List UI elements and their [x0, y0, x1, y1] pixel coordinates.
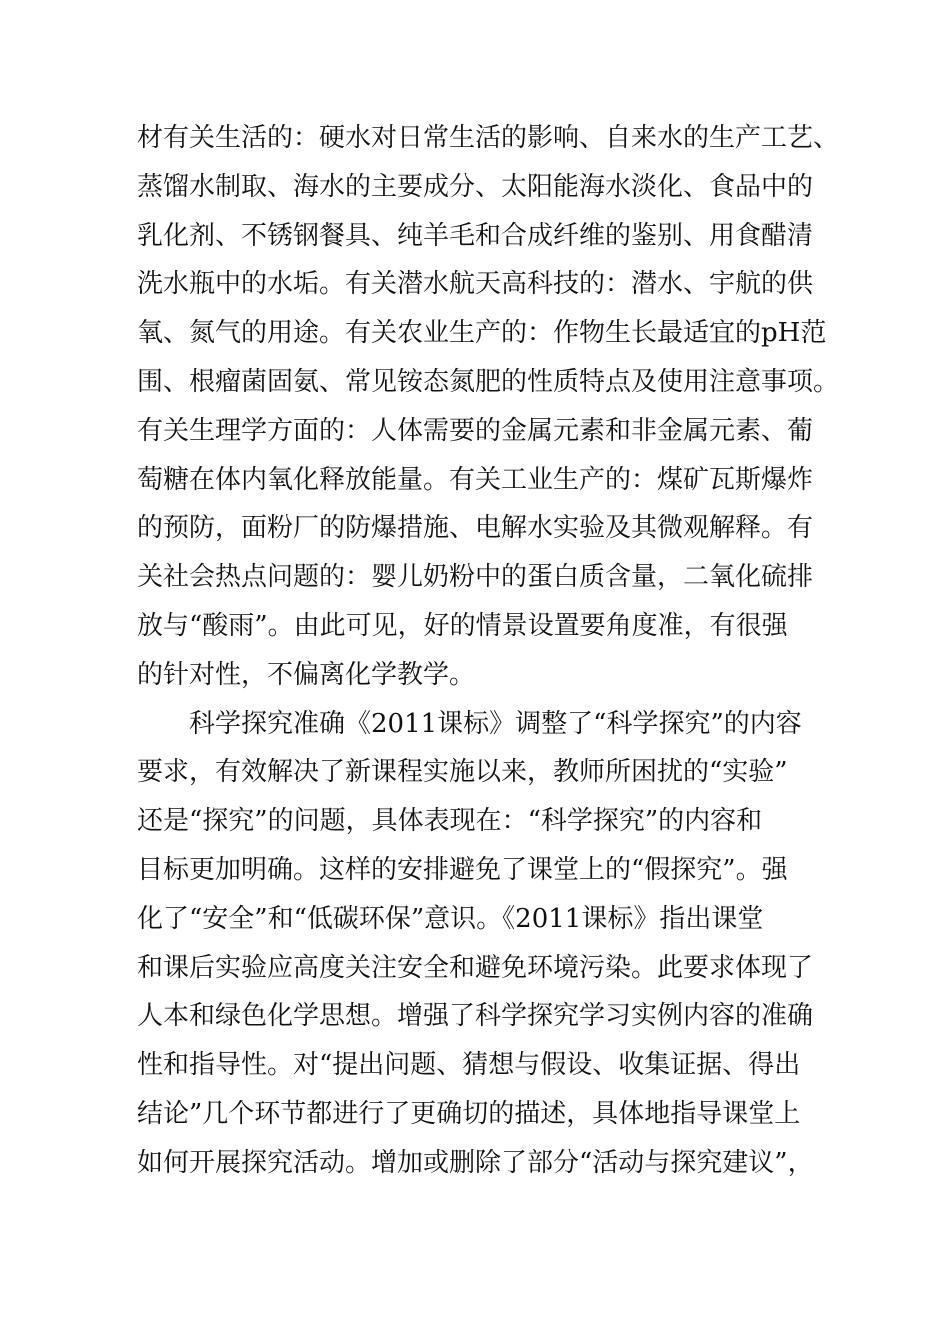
text-line: 蒸馏水制取、海水的主要成分、太阳能海水淡化、食品中的 [137, 171, 814, 202]
text-line: 材有关生活的：硬水对日常生活的影响、自来水的生产工艺、 [137, 123, 840, 153]
text-line: 洗水瓶中的水垢。有关潜水航天高科技的：潜水、宇航的供 [137, 269, 814, 300]
text-line: 如何开展探究活动。增加或删除了部分“活动与探究建议”， [137, 1147, 814, 1178]
text-line: 放与“酸雨”。由此可见，好的情景设置要角度准，有很强 [137, 610, 788, 641]
text-line: 要求，有效解决了新课程实施以来，教师所困扰的“实验” [137, 757, 788, 788]
text-line: 科学探究准确《2011课标》调整了“科学探究”的内容 [137, 708, 802, 739]
text-line: 萄糖在体内氧化释放能量。有关工业生产的：煤矿瓦斯爆炸 [137, 464, 814, 495]
text-line: 化了“安全”和“低碳环保”意识。《2011课标》指出课堂 [137, 903, 764, 934]
text-line: 的预防，面粉厂的防爆措施、电解水实验及其微观解释。有 [137, 513, 814, 544]
text-line: 围、根瘤菌固氨、常见铵态氮肥的性质特点及使用注意事项。 [137, 366, 840, 397]
text-line: 和课后实验应高度关注安全和避免环境污染。此要求体现了 [137, 952, 814, 983]
text-line: 乳化剂、不锈钢餐具、纯羊毛和合成纤维的鉴别、用食醋清 [137, 220, 814, 251]
text-line: 性和指导性。对“提出问题、猜想与假设、收集证据、得出 [137, 1050, 801, 1081]
text-line: 关社会热点问题的：婴儿奶粉中的蛋白质含量，二氧化硫排 [137, 562, 814, 593]
text-line: 结论”几个环节都进行了更确切的描述，具体地指导课堂上 [137, 1098, 801, 1129]
text-line: 人本和绿色化学思想。增强了科学探究学习实例内容的准确 [137, 1001, 814, 1032]
body-text [137, 114, 840, 1188]
text-line: 有关生理学方面的：人体需要的金属元素和非金属元素、葡 [137, 415, 814, 446]
text-line: 氧、氮气的用途。有关农业生产的：作物生长最适宜的pH范 [137, 318, 827, 349]
text-line: 的针对性，不偏离化学教学。 [137, 659, 476, 690]
text-line: 还是“探究”的问题，具体表现在：“科学探究”的内容和 [137, 806, 763, 837]
text-line: 目标更加明确。这样的安排避免了课堂上的“假探究”。强 [137, 854, 788, 885]
